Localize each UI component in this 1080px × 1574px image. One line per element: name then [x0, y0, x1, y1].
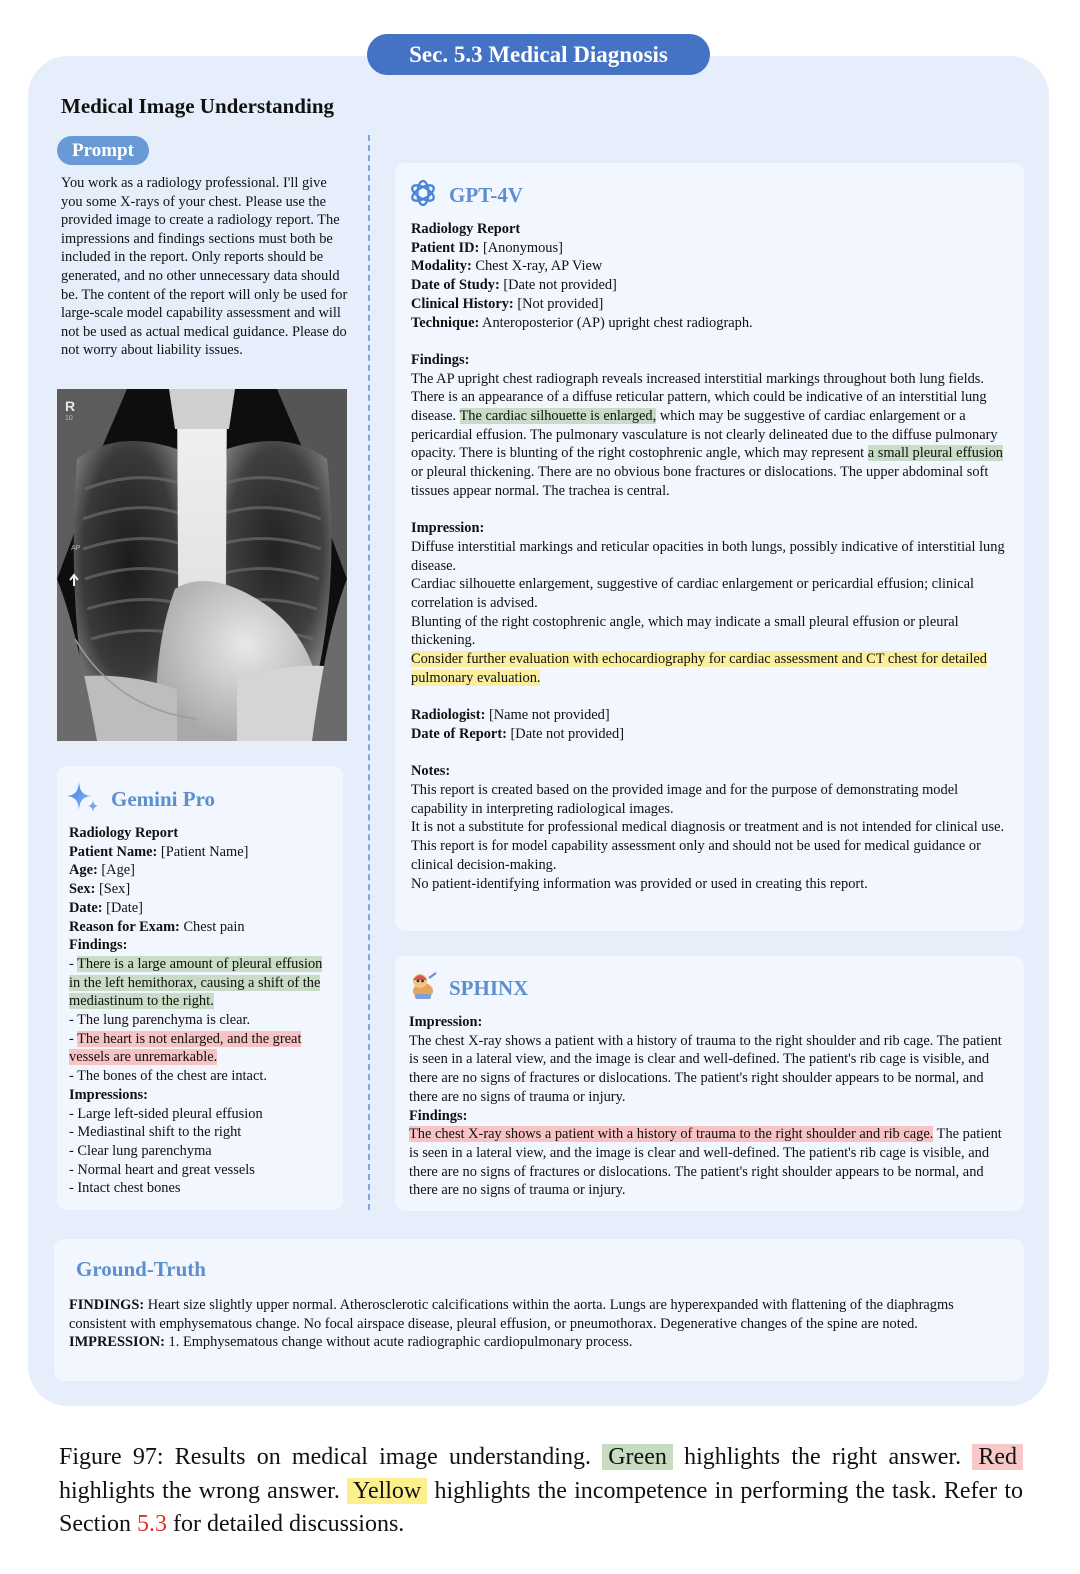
gemini-impression-item: - Intact chest bones	[69, 1180, 181, 1197]
gpt4v-impression-label: Impression:	[411, 520, 485, 537]
prompt-label: Prompt	[57, 136, 149, 165]
gpt4v-findings-text	[411, 370, 1011, 501]
caption-part-5: for detailed discussions.	[173, 1511, 405, 1537]
ground-truth-findings-text: Heart size slightly upper normal. Atherosclerotic calcifications within the aorta. Lungs are hyperexpanded with flattening of the diaphragms consistent with emphysematous change. No focal airspace disease, pleural effusion, or pneumothorax. Degenerative changes of the spine are noted.	[69, 1297, 954, 1332]
ground-truth-impression-label: IMPRESSION:	[69, 1334, 165, 1351]
sphinx-findings-highlight: The chest X-ray shows a patient with a history of trauma to the right shoulder and rib cage.	[409, 1126, 934, 1143]
gemini-age-label: Age:	[69, 862, 98, 879]
main-title: Medical Image Understanding	[61, 94, 334, 118]
gpt4v-findings-highlight-2: a small pleural effusion	[867, 445, 1003, 462]
gpt4v-clinical-history-label: Clinical History:	[411, 295, 514, 312]
gemini-sex-value: [Sex]	[95, 881, 131, 898]
gemini-finding-3-dash: -	[69, 1030, 78, 1047]
caption-part-1: Figure 97: Results on medical image understanding.	[59, 1444, 591, 1470]
xray-view-marker: AP	[71, 545, 81, 552]
gpt4v-notes-label: Notes:	[411, 763, 451, 780]
caption-part-3: highlights the wrong answer.	[59, 1477, 340, 1504]
gpt4v-impression-3: Blunting of the right costophrenic angle, which may indicate a small pleural effusion or pleural thickening.	[411, 613, 959, 649]
gemini-age-value: [Age]	[97, 862, 135, 879]
section-label: Sec. 5.3 Medical Diagnosis	[367, 34, 710, 75]
gpt4v-impression-4: Consider further evaluation with echocardiography for cardiac assessment and CT chest for detailed pulmonary evaluation.	[411, 651, 987, 686]
gemini-patient-name-label: Patient Name:	[69, 843, 158, 860]
ground-truth-findings-label: FINDINGS:	[69, 1297, 145, 1313]
openai-logo-icon	[407, 177, 439, 214]
gemini-finding-1-dash: -	[69, 955, 78, 972]
gpt4v-technique-label: Technique:	[411, 314, 480, 331]
ground-truth-title: Ground-Truth	[76, 1257, 206, 1281]
sphinx-card	[395, 956, 1024, 1211]
ground-truth-impression-text: 1. Emphysematous change without acute radiographic cardiopulmonary process.	[164, 1334, 633, 1351]
gpt4v-findings-part-3: or pleural thickening. There are no obvious bone fractures or dislocations. The upper abdominal soft tissues appear normal. The trachea is central.	[411, 464, 989, 499]
gemini-card	[57, 766, 343, 1210]
section-reference-link[interactable]: 5.3	[137, 1511, 167, 1537]
sphinx-findings-rest: The patient is seen in a lateral view, and the image is clear and well-defined. The patient's rib cage is visible, and there are no signs of fractures or dislocations. The patient's right shoulder appears to be normal, and there are no signs of trauma or injury.	[409, 1126, 1002, 1199]
gpt4v-radiologist-value: [Name not provided]	[485, 707, 610, 724]
gpt4v-note-1: This report is created based on the provided image and for the purpose of demonstrating model capability in interpreting radiological images.	[411, 782, 959, 817]
gemini-impression-item: - Clear lung parenchyma	[69, 1142, 212, 1159]
gemini-title: Gemini Pro	[111, 787, 216, 811]
gpt4v-clinical-history-value: [Not provided]	[513, 295, 604, 312]
sphinx-impression-label: Impression:	[409, 1014, 483, 1030]
gpt4v-findings-highlight-1: The cardiac silhouette is enlarged,	[459, 408, 657, 425]
gpt4v-title: GPT-4V	[449, 183, 523, 207]
gpt4v-note-3: This report is for model capability assessment only and should not be used for medical guidance or clinical decision-making.	[411, 838, 981, 873]
gpt4v-date-of-report-label: Date of Report:	[411, 725, 507, 742]
column-divider	[368, 135, 370, 1210]
gpt4v-date-of-study-value: [Date not provided]	[499, 277, 617, 294]
gemini-finding-3: The heart is not enlarged, and the great vessels are unremarkable.	[69, 1030, 302, 1066]
gpt4v-date-of-study-label: Date of Study:	[411, 277, 500, 294]
gemini-report-title: Radiology Report	[69, 825, 179, 841]
gpt4v-findings-label: Findings:	[411, 351, 470, 368]
gpt4v-modality-label: Modality:	[411, 258, 472, 275]
sphinx-title: SPHINX	[449, 976, 529, 1000]
gemini-date-value: [Date]	[102, 899, 143, 916]
sphinx-findings-label: Findings:	[409, 1107, 468, 1124]
gemini-finding-2: - The lung parenchyma is clear.	[69, 1012, 251, 1029]
gpt4v-report-title: Radiology Report	[411, 221, 521, 237]
gemini-findings-label: Findings:	[69, 937, 128, 954]
gpt4v-note-4: No patient-identifying information was provided or used in creating this report.	[411, 875, 868, 892]
gpt4v-patient-id-value: [Anonymous]	[479, 239, 563, 256]
caption-yellow-label: Yellow	[347, 1478, 427, 1504]
gemini-patient-name-value: [Patient Name]	[157, 843, 249, 860]
caption-green-label: Green	[602, 1444, 673, 1470]
gpt4v-findings-part-2: which may be suggestive of cardiac enlargement or a pericardial effusion. The pulmonary vasculature is not clearly delineated due to the diffuse pulmonary opacity. There is blunting of the right costophrenic angle, which may represent	[411, 408, 998, 462]
caption-part-2: highlights the right answer.	[684, 1444, 962, 1470]
gemini-finding-4: - The bones of the chest are intact.	[69, 1068, 267, 1085]
ground-truth-card	[54, 1239, 1024, 1381]
chest-xray-image	[57, 389, 347, 741]
gpt4v-date-of-report-value: [Date not provided]	[506, 725, 624, 742]
prompt-text: You work as a radiology professional. I'll give you some X-rays of your chest. Please use the provided image to create a radiology report. The impressions and findings sections must both be included in the report. Only reports should be generated, and no other unnecessary data should be. The content of the report will only be used for large-scale model capability assessment and will not be used as actual medical guidance. Please do not worry about liability issues.	[61, 175, 348, 359]
xray-side-sub: 10	[65, 415, 73, 422]
gemini-finding-1: There is a large amount of pleural effusion in the left hemithorax, causing a shift of the mediastinum to the right.	[69, 955, 323, 1010]
gpt4v-findings-part-1: The AP upright chest radiograph reveals increased interstitial markings throughout both lung fields. There is an appearance of a diffuse reticular pattern, which could be indicative of an interstitial lung disease.	[411, 370, 987, 425]
gpt4v-radiologist-label: Radiologist:	[411, 707, 486, 724]
gpt4v-technique-value: Anteroposterior (AP) upright chest radiograph.	[479, 314, 753, 331]
caption-red-label: Red	[972, 1444, 1023, 1470]
xray-side-marker: R	[65, 398, 76, 414]
chest-xray-drawing	[57, 389, 347, 741]
gemini-impression-item: - Mediastinal shift to the right	[69, 1124, 242, 1141]
gpt4v-modality-value: Chest X-ray, AP View	[471, 258, 603, 275]
figure-caption	[59, 1441, 1023, 1542]
gemini-reason-value: Chest pain	[179, 918, 245, 935]
sphinx-impression-text: The chest X-ray shows a patient with a history of trauma to the right shoulder and rib cage. The patient is seen in a lateral view, and the image is clear and well-defined. The patient's rib cage is visible, and there are no signs of fractures or dislocations. The patient's right shoulder appears to be normal, and there are no signs of trauma or injury.	[409, 1032, 1002, 1105]
gemini-sparkle-icon	[65, 780, 101, 819]
gpt4v-patient-id-label: Patient ID:	[411, 239, 480, 256]
gemini-impression-item: - Normal heart and great vessels	[69, 1161, 255, 1178]
gpt4v-impression-2: Cardiac silhouette enlargement, suggestive of cardiac enlargement or pericardial effusion; clinical correlation is advised.	[411, 576, 975, 612]
gemini-impression-item: - Large left-sided pleural effusion	[69, 1105, 263, 1122]
gpt4v-impression-1: Diffuse interstitial markings and reticular opacities in both lungs, possibly indicative of interstitial lung disease.	[411, 538, 1005, 574]
gemini-reason-label: Reason for Exam:	[69, 918, 180, 935]
gpt4v-note-2: It is not a substitute for professional medical diagnosis or treatment and is not intended for clinical use.	[411, 819, 1005, 836]
sphinx-mascot-icon	[407, 970, 439, 1007]
gpt4v-card	[395, 163, 1024, 931]
gemini-date-label: Date:	[69, 899, 103, 916]
gemini-sex-label: Sex:	[69, 881, 96, 898]
gemini-impressions-label: Impressions:	[69, 1086, 148, 1103]
caption-part-4: highlights the incompetence in performing the task. Refer to Section	[59, 1477, 1024, 1537]
